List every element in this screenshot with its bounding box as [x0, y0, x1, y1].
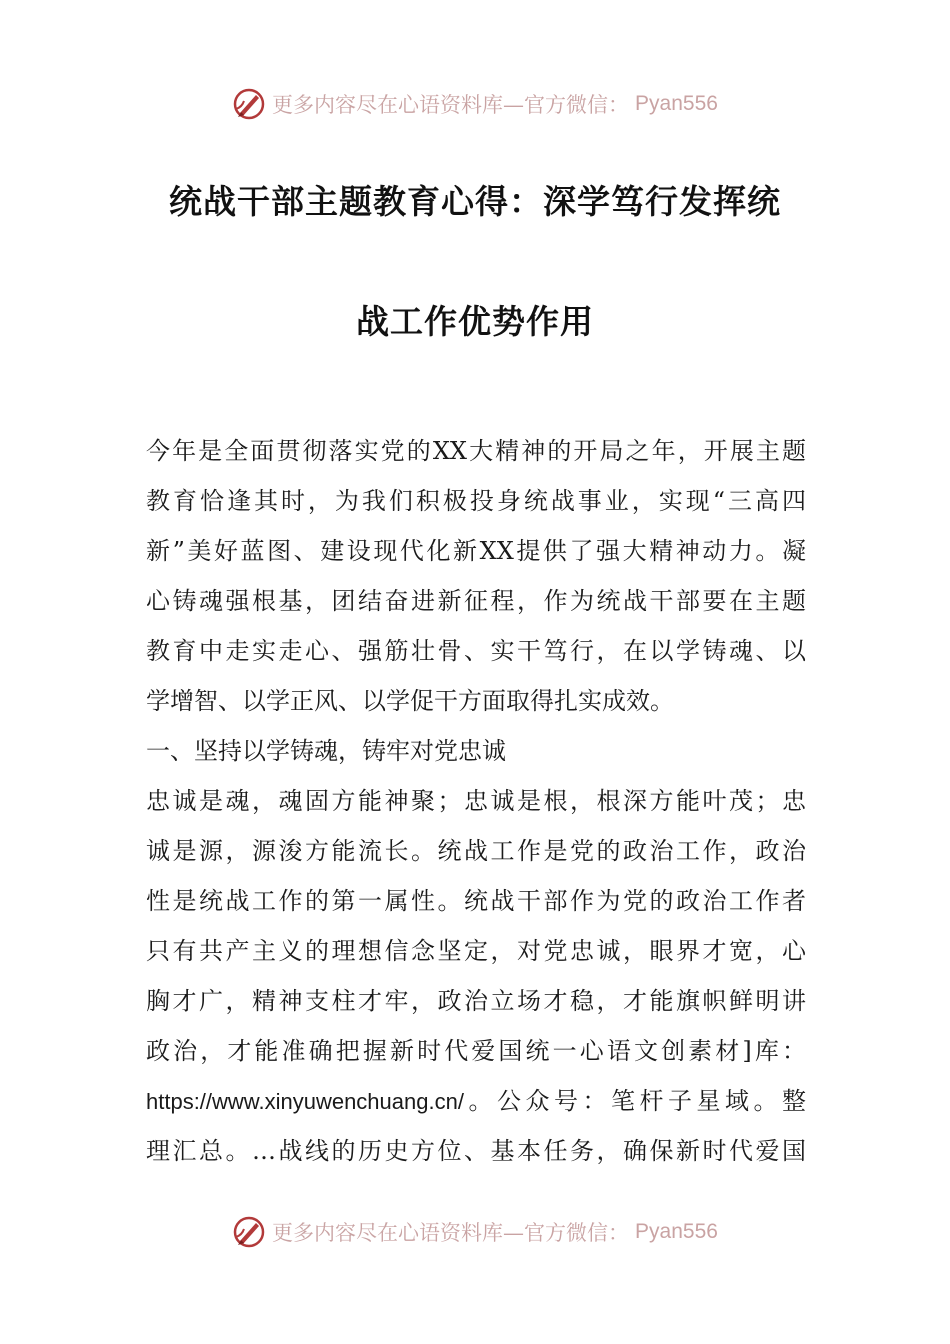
- body-line: 今年是全面贯彻落实党的XX大精神的开局之年，开展主题: [146, 437, 806, 465]
- document-title-line-1: 统战干部主题教育心得：深学笃行发挥统: [169, 182, 781, 221]
- url-suffix-text: 。公众号：笔杆子星域。整: [463, 1087, 806, 1115]
- footer-watermark: [0, 1212, 950, 1252]
- body-line: 教育中走实走心、强筋壮骨、实干笃行，在以学铸魂、以: [146, 637, 806, 665]
- document-body: [146, 426, 806, 1176]
- body-line: 学增智、以学正风、以学促干方面取得扎实成效。: [146, 687, 674, 715]
- body-line: 理汇总。…战线的历史方位、基本任务，确保新时代爱国: [146, 1137, 806, 1165]
- watermark-text: 更多内容尽在心语资料库—官方微信：: [272, 93, 630, 117]
- body-line: 只有共产主义的理想信念坚定，对党忠诚，眼界才宽，心: [146, 937, 806, 965]
- watermark-text: 更多内容尽在心语资料库—官方微信：: [272, 1221, 630, 1245]
- body-line: 忠诚是魂，魂固方能神聚；忠诚是根，根深方能叶茂；忠: [146, 787, 806, 815]
- body-line: 新”美好蓝图、建设现代化新XX提供了强大精神动力。凝: [146, 537, 806, 565]
- body-line: 性是统战工作的第一属性。统战干部作为党的政治工作者: [146, 887, 806, 915]
- body-line: 胸才广，精神支柱才牢，政治立场才稳，才能旗帜鲜明讲: [146, 987, 806, 1015]
- watermark-wechat-id: Pyan556: [635, 92, 718, 115]
- body-line-with-url: [146, 1076, 806, 1126]
- body-line: 诚是源，源浚方能流长。统战工作是党的政治工作，政治: [146, 837, 806, 865]
- pen-logo-icon: [232, 87, 266, 121]
- body-line: 政治，才能准确把握新时代爱国统一心语文创素材]库：: [146, 1037, 806, 1065]
- body-line: 教育恰逢其时，为我们积极投身统战事业，实现“三高四: [146, 487, 806, 515]
- pen-logo-icon: [232, 1215, 266, 1249]
- header-watermark: [0, 84, 950, 124]
- body-line: 心铸魂强根基，团结奋进新征程，作为统战干部要在主题: [146, 587, 806, 615]
- source-url-link[interactable]: https://www.xinyuwenchuang.cn/: [146, 1089, 464, 1114]
- watermark-wechat-id: Pyan556: [635, 1220, 718, 1243]
- document-title-line-2: 战工作优势作用: [356, 302, 594, 341]
- section-heading: 一、坚持以学铸魂，铸牢对党忠诚: [146, 737, 506, 765]
